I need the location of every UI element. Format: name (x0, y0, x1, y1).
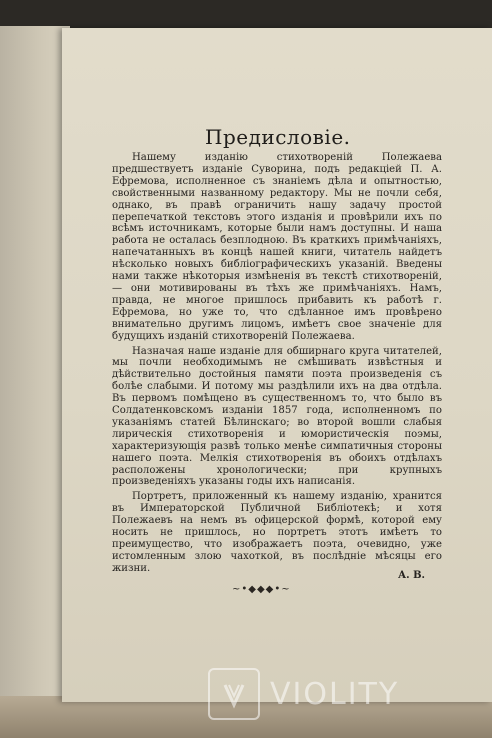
paragraph-3: Портретъ, приложенный къ нашему изданію, хранится въ Императорской Публичной Библіотекѣ; и хотя Полежаевъ на немъ въ офицерской формѣ, которой ему носить не пришлось, но портретъ этотъ имѣетъ то преимущество, что изображаетъ поэта, очевидно, уже истомленным злою чахоткой, въ послѣдніе мѣсяцы его жизни. (112, 491, 442, 574)
watermark (208, 668, 399, 720)
preface-text (112, 152, 442, 575)
paragraph-2: Назначая наше изданіе для обширнаго круга читателей, мы почли необходимымъ не смѣшивать извѣстныя и дѣйствительно достойныя памяти поэта произведенія съ болѣе слабыми. И потому мы раздѣлили ихъ на два отдѣла. Въ первомъ помѣщено въ существенномъ то, что было въ Солдатенковскомъ изданіи 1857 года, исполненномъ по указаніямъ статей Бѣлинскаго; во второй вошли слабыя лирическія стихотворенія и юмористическія поэмы, характеризующія развѣ только менѣе симпатичныя стороны нашего поэта. Мелкія стихотворенія въ обоихъ отдѣлахъ расположены хронологически; при крупныхъ произведеніяхъ указаны годы ихъ написанія. (112, 345, 442, 488)
paragraph-1: Нашему изданію стихотвореній Полежаева предшествуетъ изданіе Суворина, подъ редакціей П. А. Ефремова, исполненное съ знаніемъ дѣла и опытностью, свойственными названному редактору. Мы не почли себя, однако, въ правѣ ограничить нашу задачу простой перепечаткой текстовъ этого изданія и провѣрили ихъ по всѣмъ источникамъ, которые были намъ доступны. И наша работа не осталась безплодною. Въ краткихъ примѣчаніяхъ, напечатанныхъ въ концѣ нашей книги, читатель найдетъ нѣсколько новыхъ библіографическихъ указаній. Введены нами также нѣкоторыя измѣненія въ текстѣ стихотвореній, — они мотивированы въ тѣхъ же примѣчаніяхъ. Намъ, правда, не многое пришлось прибавить къ работѣ г. Ефремова, но уже то, что сдѣланное имъ провѣрено внимательно другимъ лицомъ, имѣетъ свое значеніе для будущихъ изданій стихотвореній Полежаева. (112, 152, 442, 342)
watermark-text: VIOLITY (270, 676, 400, 712)
page-title: Предисловіе. (205, 125, 351, 149)
underlying-page (0, 26, 70, 738)
violity-logo-icon (208, 668, 260, 720)
background-shadow (0, 0, 492, 30)
author-signature: А. В. (398, 570, 426, 581)
ornament-divider: ~•◆◆◆•~ (232, 584, 291, 595)
